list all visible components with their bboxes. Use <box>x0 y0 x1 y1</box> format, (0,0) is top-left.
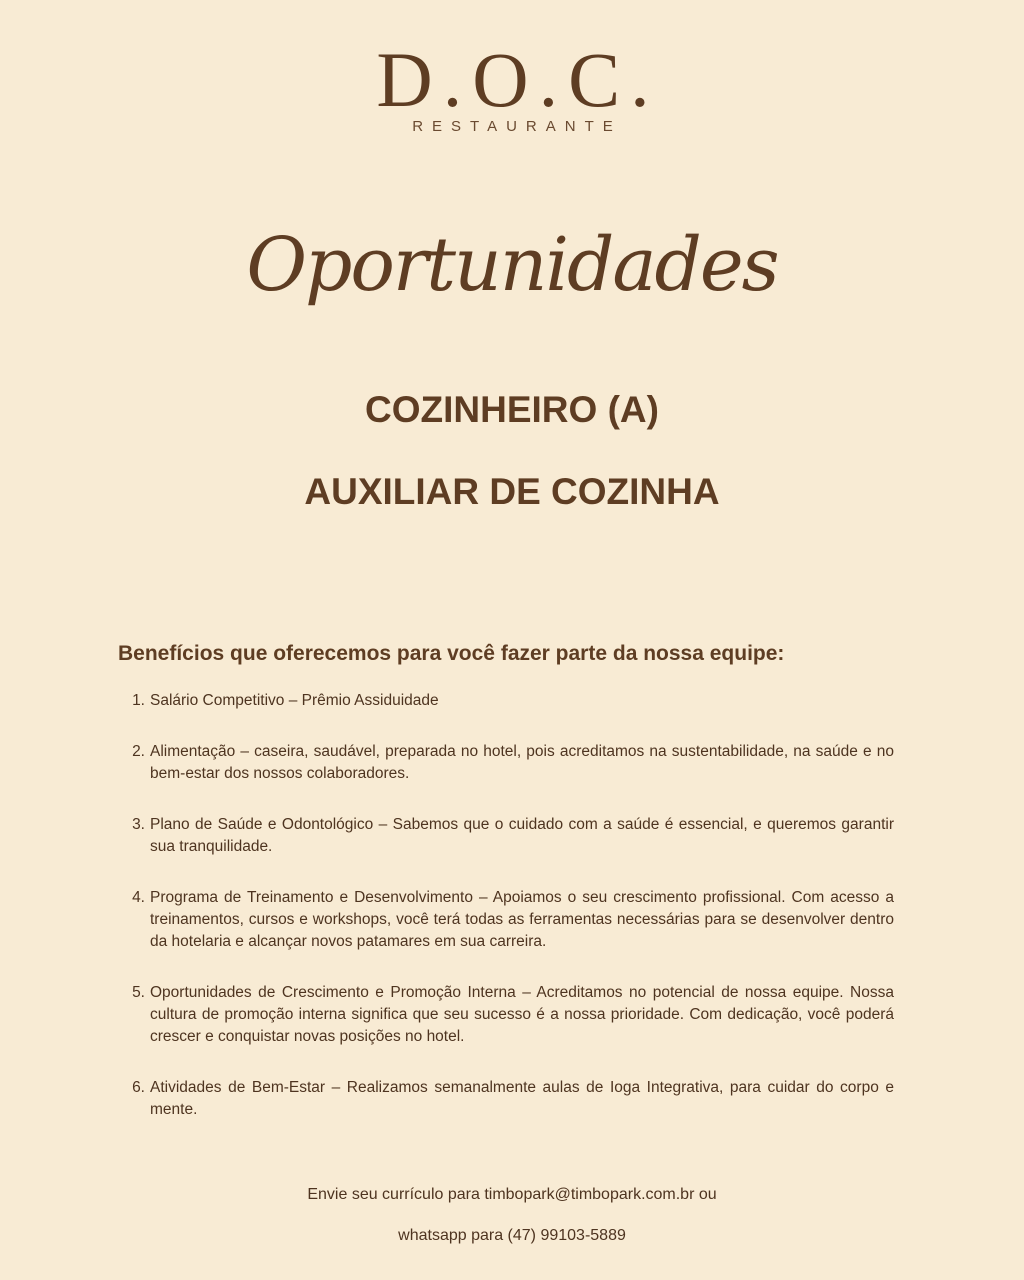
headline: Oportunidades <box>246 222 778 308</box>
benefit-number: 5. <box>132 984 145 1001</box>
logo-subtitle: RESTAURANTE <box>412 118 622 135</box>
benefit-text: Programa de Treinamento e Desenvolvimento – Apoiamos o seu crescimento profissional. Com acesso a treinamentos, cursos e workshops, você terá todas as ferramentas necessárias para se desenvolver dentro da hotelaria e alcançar novos patamares em sua carreira. <box>150 889 894 950</box>
benefit-item <box>118 1077 894 1121</box>
contact-whatsapp-line: whatsapp para (47) 99103-5889 <box>398 1227 626 1244</box>
benefit-text: Plano de Saúde e Odontológico – Sabemos que o cuidado com a saúde é essencial, e queremos garantir sua tranquilidade. <box>150 816 894 855</box>
position-title: AUXILIAR DE COZINHA <box>304 471 720 512</box>
benefit-text: Oportunidades de Crescimento e Promoção Interna – Acreditamos no potencial de nossa equipe. Nossa cultura de promoção interna significa que seu sucesso é a nossa prioridade. Com dedicação, você poderá crescer e conquistar novas posições no hotel. <box>150 984 894 1045</box>
benefit-text: Salário Competitivo – Prêmio Assiduidade <box>150 692 439 709</box>
benefit-item <box>118 814 894 858</box>
benefit-item <box>118 741 894 785</box>
benefits-heading: Benefícios que oferecemos para você fazer parte da nossa equipe: <box>118 642 785 665</box>
benefit-text: Alimentação – caseira, saudável, preparada no hotel, pois acreditamos na sustentabilidade, na saúde e no bem-estar dos nossos colaboradores. <box>150 743 894 782</box>
benefit-number: 1. <box>132 692 145 709</box>
job-positions <box>0 388 1024 514</box>
benefit-item <box>118 887 894 953</box>
benefit-text: Atividades de Bem-Estar – Realizamos semanalmente aulas de Ioga Integrativa, para cuidar do corpo e mente. <box>150 1079 894 1118</box>
benefit-number: 2. <box>132 743 145 760</box>
benefit-item <box>118 690 894 712</box>
contact-email-line: Envie seu currículo para timbopark@timbopark.com.br ou <box>307 1186 717 1203</box>
position-title: COZINHEIRO (A) <box>365 389 659 430</box>
logo-name: D.O.C. <box>376 36 660 123</box>
benefits-section <box>118 640 894 1150</box>
contact-info <box>0 1184 1024 1247</box>
restaurant-logo <box>0 38 1024 135</box>
benefit-item <box>118 982 894 1048</box>
benefit-number: 6. <box>132 1079 145 1096</box>
benefit-number: 4. <box>132 889 145 906</box>
benefit-number: 3. <box>132 816 145 833</box>
